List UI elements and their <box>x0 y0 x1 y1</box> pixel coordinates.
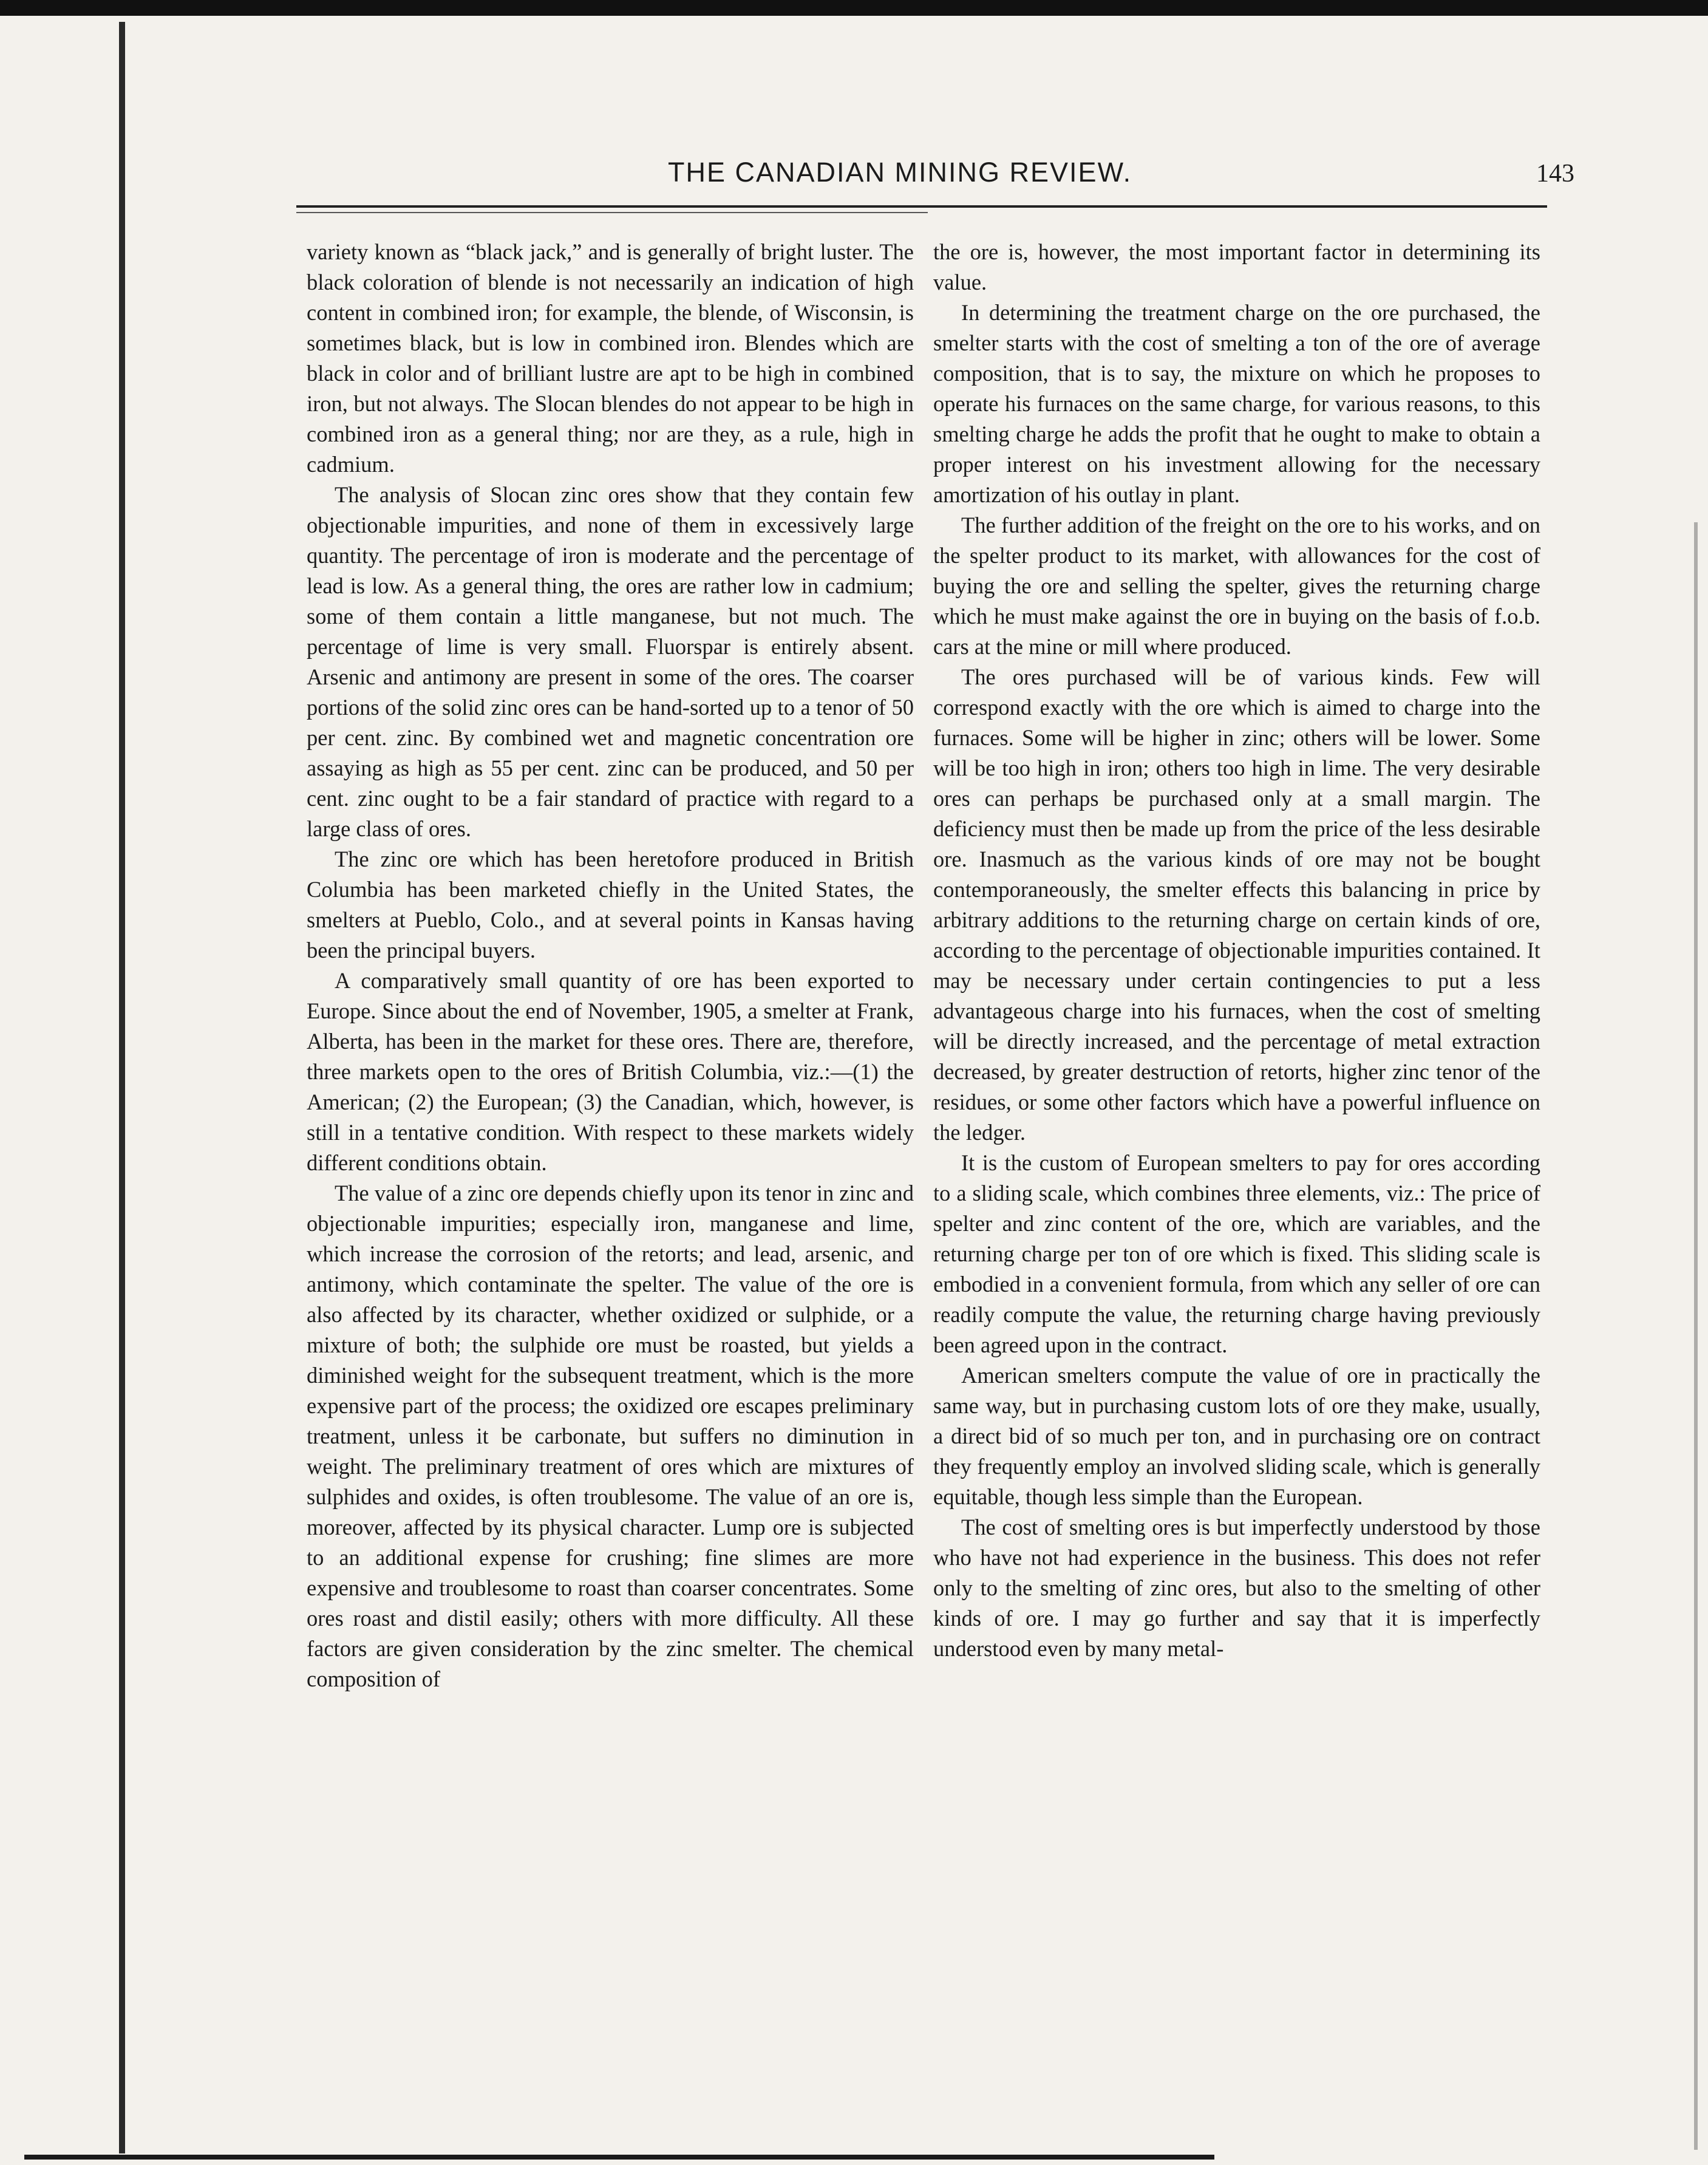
paragraph: The analysis of Slocan zinc ores show that they contain few objectionable impurities, and none of them in excessively large quantity. The percentage of iron is moderate and the percentage of lead is low. As a general thing, the ores are rather low in cadmium; some of them contain a little manganese, but not much. The percentage of lime is very small. Fluorspar is entirely absent. Arsenic and antimony are present in some of the ores. The coarser portions of the solid zinc ores can be hand-sorted up to a tenor of 50 per cent. zinc. By combined wet and magnetic concentration ore assaying as high as 55 per cent. zinc can be produced, and 50 per cent. zinc ought to be a fair standard of practice with regard to a large class of ores. <box>307 482 914 841</box>
paragraph: A comparatively small quantity of ore has been exported to Europe. Since about the end of November, 1905, a smelter at Frank, Alberta, has been in the market for these ores. There are, therefore, three markets open to the ores of British Columbia, viz.:—(1) the American; (2) the European; (3) the Canadian, which, however, is still in a tentative condition. With respect to these markets widely different conditions obtain. <box>307 968 914 1175</box>
header-rule-secondary <box>296 212 928 213</box>
right-column <box>933 237 1540 1664</box>
paragraph: The ores purchased will be of various kinds. Few will correspond exactly with the ore which is aimed to charge into the furnaces. Some will be higher in zinc; others will be lower. Some will be too high in iron; others too high in lime. The very desirable ores can perhaps be purchased only at a small margin. The deficiency must then be made up from the price of the less desirable ore. Inasmuch as the various kinds of ore may not be bought contemporaneously, the smelter effects this balancing in price by arbitrary additions to the returning charge on certain kinds of ore, according to the percentage of objectionable impurities contained. It may be necessary under certain contingencies to put a less advantageous charge into his furnaces, when the cost of smelting will be directly increased, and the percentage of metal extraction decreased, by greater destruction of retorts, higher zinc tenor of the residues, or some other factors which have a powerful influence on the ledger. <box>933 664 1540 1145</box>
page-number: 143 <box>1536 160 1574 188</box>
paragraph: The further addition of the freight on the ore to his works, and on the spelter product to its market, with allowances for the cost of buying the ore and selling the spelter, gives the returning charge which he must make against the ore in buying on the basis of f.o.b. cars at the mine or mill where produced. <box>933 513 1540 659</box>
paragraph: It is the custom of European smelters to pay for ores according to a sliding scale, which combines three elements, viz.: The price of spelter and zinc content of the ore, which are variables, and the returning charge per ton of ore which is fixed. This sliding scale is embodied in a convenient formula, from which any seller of ore can readily compute the value, the returning charge having previously been agreed upon in the contract. <box>933 1150 1540 1357</box>
page-header <box>291 157 1700 199</box>
scan-right-edge <box>1694 522 1698 2150</box>
paragraph: The value of a zinc ore depends chiefly upon its tenor in zinc and objectionable impurities; especially iron, manganese and lime, which increase the corrosion of the retorts; and lead, arsenic, and antimony, which contaminate the spelter. The value of the ore is also affected by its character, whether oxidized or sulphide, or a mixture of both; the sulphide ore must be roasted, but yields a diminished weight for the subsequent treatment, which is the more expensive part of the process; the oxidized ore escapes preliminary treatment, unless it be carbonate, but suffers no diminution in weight. The preliminary treatment of ores which are mixtures of sulphides and oxides, is often troublesome. The value of an ore is, moreover, affected by its physical character. Lump ore is subjected to an additional expense for crushing; fine slimes are more expensive and troublesome to roast than coarser concentrates. Some ores roast and distil easily; others with more difficulty. All these factors are given consideration by the zinc smelter. The chemical composition of <box>307 1181 914 1691</box>
scan-left-binding-edge <box>119 22 125 2153</box>
paragraph: American smelters compute the value of ore in practically the same way, but in purchasing custom lots of ore they make, usually, a direct bid of so much per ton, and in purchasing ore on contract they frequently employ an involved sliding scale, which is generally equitable, though less simple than the European. <box>933 1363 1540 1509</box>
scan-top-border <box>0 0 1708 16</box>
paragraph: variety known as “black jack,” and is generally of bright luster. The black coloration of blende is not necessarily an indication of high content in combined iron; for example, the blende, of Wisconsin, is sometimes black, but is low in combined iron. Blendes which are black in color and of brilliant lustre are apt to be high in combined iron, but not always. The Slocan blendes do not appear to be high in combined iron as a general thing; nor are they, as a rule, high in cadmium. <box>307 239 914 477</box>
left-column <box>307 237 914 1694</box>
paragraph: the ore is, however, the most important factor in determining its value. <box>933 239 1540 295</box>
header-rule <box>296 205 1547 208</box>
paragraph: The zinc ore which has been heretofore produced in British Columbia has been marketed chiefly in the United States, the smelters at Pueblo, Colo., and at several points in Kansas having been the principal buyers. <box>307 847 914 963</box>
paragraph: The cost of smelting ores is but imperfectly understood by those who have not had experience in the business. This does not refer only to the smelting of zinc ores, but also to the smelting of other kinds of ore. I may go further and say that it is imperfectly understood even by many metal- <box>933 1515 1540 1661</box>
running-title: THE CANADIAN MINING REVIEW. <box>668 157 1132 188</box>
paragraph: In determining the treatment charge on the ore purchased, the smelter starts with the cost of smelting a ton of the ore of average composition, that is to say, the mixture on which he proposes to operate his furnaces on the same charge, for various reasons, to this smelting charge he adds the profit that he ought to make to obtain a proper interest on his investment allowing for the necessary amortization of his outlay in plant. <box>933 300 1540 507</box>
scan-bottom-border <box>24 2155 1214 2160</box>
